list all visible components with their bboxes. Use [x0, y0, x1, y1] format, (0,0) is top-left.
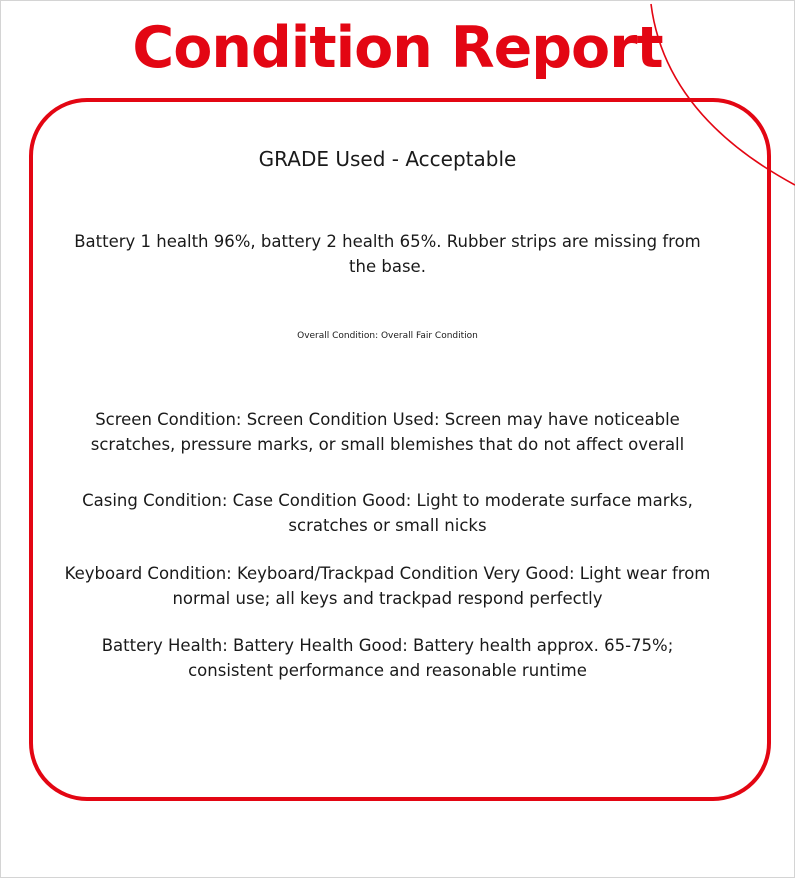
casing-condition: Casing Condition: Case Condition Good: Light to moderate surface marks, scratches or small nicks	[82, 491, 693, 535]
battery-health: Battery Health: Battery Health Good: Battery health approx. 65-75%; consistent performance and reasonable runtime	[101, 636, 674, 680]
page-title: Condition Report	[132, 15, 663, 81]
screen-condition: Screen Condition: Screen Condition Used: Screen may have noticeable scratches, pressure marks, or small blemishes that do not affect overall	[90, 410, 685, 454]
condition-notes: Battery 1 health 96%, battery 2 health 65%. Rubber strips are missing from the base.	[74, 232, 701, 276]
overall-condition: Overall Condition: Overall Fair Condition	[297, 331, 478, 341]
grade-text: GRADE Used - Acceptable	[258, 147, 517, 171]
keyboard-condition: Keyboard Condition: Keyboard/Trackpad Condition Very Good: Light wear from normal use; all keys and trackpad respond perfectly	[64, 564, 711, 608]
